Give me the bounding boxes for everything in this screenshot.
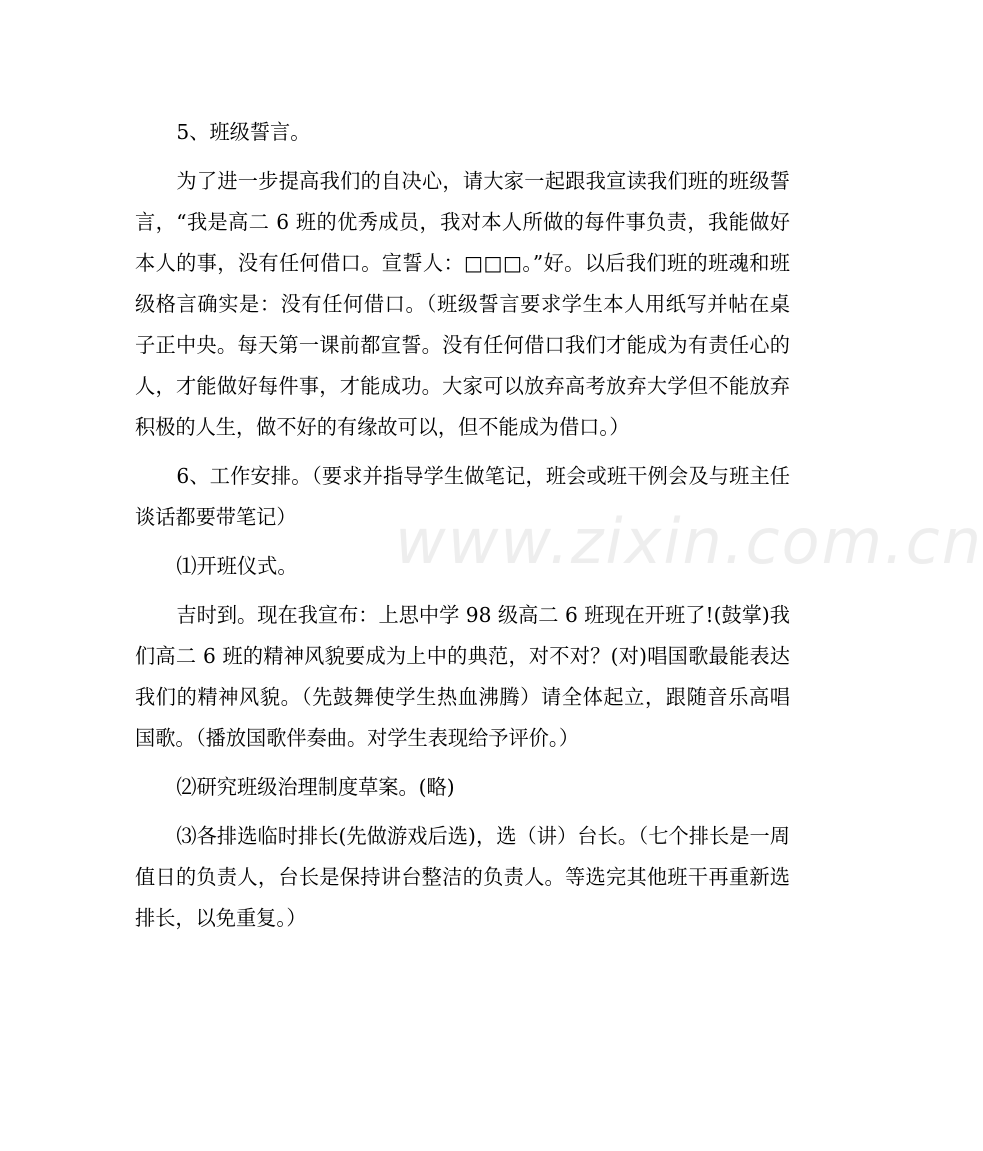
watermark-logo: www.zixin.com.cn xyxy=(395,505,983,578)
heading-work-arrangement: 6、工作安排。（要求并指导学生做笔记，班会或班干例会及与班主任谈话都要带笔记） xyxy=(135,464,790,529)
paragraph-opening-ceremony: 吉时到。现在我宣布：上思中学 98 级高二 6 班现在开班了!(鼓掌)我们高二 6 班的精神风貌要成为上中的典范，对不对？(对)唱国歌最能表达我们的精神风貌。（先鼓舞使学生热血沸腾）请全体起立，跟随音乐高唱国歌。（播放国歌伴奏曲。对学生表现给予评价。） xyxy=(135,603,790,750)
item-select-leaders: ⑶各排选临时排长(先做游戏后选)，选（讲）台长。（七个排长是一周值日的负责人，台长是保持讲台整洁的负责人。等选完其他班干再重新选排长，以免重复。） xyxy=(135,824,790,930)
heading-class-oath: 5、班级誓言。 xyxy=(176,120,311,144)
paragraph-class-oath: 为了进一步提高我们的自决心，请大家一起跟我宣读我们班的班级誓言，“我是高二 6 班的优秀成员，我对本人所做的每件事负责，我能做好本人的事，没有任何借口。宣誓人：□□□。”好。以后我们班的班魂和班级格言确实是：没有任何借口。（班级誓言要求学生本人用纸写并帖在桌子正中央。每天第一课前都宣誓。没有任何借口我们才能成为有责任心的人，才能做好每件事，才能成功。大家可以放弃高考放弃大学但不能放弃积极的人生，做不好的有缘故可以，但不能成为借口。） xyxy=(135,169,790,439)
item-opening-ceremony: ⑴开班仪式。 xyxy=(176,554,298,578)
item-management-draft: ⑵研究班级治理制度草案。(略) xyxy=(176,775,455,799)
document-body xyxy=(135,112,790,947)
